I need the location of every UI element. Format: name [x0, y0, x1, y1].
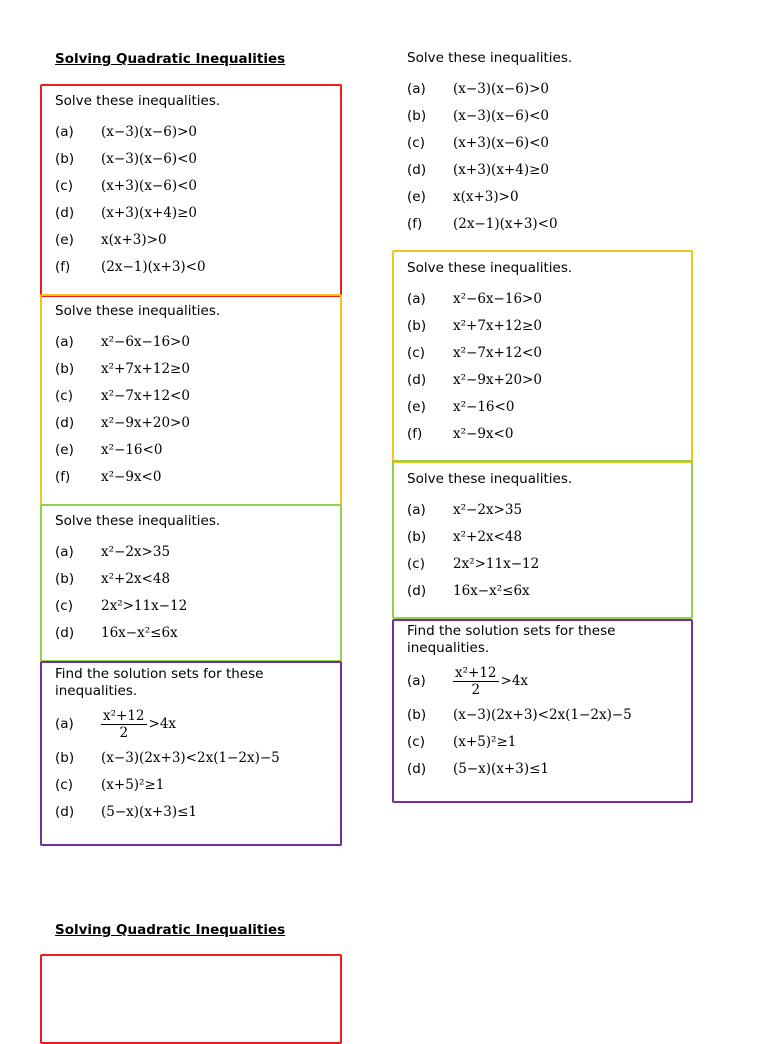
expression-rest: >4x [148, 715, 177, 732]
item-label: (f) [407, 425, 423, 442]
list-item [55, 744, 325, 771]
set3-heading: Solve these inequalities. [407, 471, 573, 487]
fraction [101, 708, 147, 741]
item-label: (d) [55, 624, 75, 641]
item-label: (a) [407, 290, 426, 307]
list-item [407, 102, 572, 129]
set3-heading: Solve these inequalities. [55, 513, 221, 529]
item-label: (e) [55, 231, 74, 248]
list-item [55, 355, 220, 382]
item-label: (c) [55, 597, 73, 614]
expression-rest: >4x [500, 672, 529, 689]
item-expression: x²−16<0 [101, 441, 163, 458]
item-label: (c) [407, 555, 425, 572]
list-item [407, 183, 572, 210]
set2-heading: Solve these inequalities. [407, 260, 573, 276]
list-item [55, 118, 220, 145]
item-label: (d) [407, 161, 427, 178]
list-item [407, 312, 572, 339]
item-expression: x(x+3)>0 [101, 231, 167, 248]
item-expression [453, 665, 528, 698]
item-label: (f) [55, 468, 71, 485]
item-expression: (x−3)(x−6)<0 [101, 150, 197, 167]
list-item [55, 328, 220, 355]
set4-left [55, 666, 325, 825]
list-item [407, 523, 572, 550]
item-expression: x²−9x+20>0 [453, 371, 542, 388]
set2-heading: Solve these inequalities. [55, 303, 221, 319]
fraction-numerator: x²+12 [455, 664, 497, 681]
item-expression: (x+3)(x−6)<0 [453, 134, 549, 151]
page-title-repeat: Solving Quadratic Inequalities [55, 922, 286, 938]
item-label: (c) [407, 134, 425, 151]
list-item [407, 156, 572, 183]
item-expression: (x+5)²≥1 [101, 776, 165, 793]
list-item [407, 393, 572, 420]
list-item [55, 145, 220, 172]
item-label: (c) [55, 387, 73, 404]
item-expression: (2x−1)(x+3)<0 [101, 258, 206, 275]
item-expression [101, 708, 176, 741]
item-expression: 2x²>11x−12 [453, 555, 540, 572]
set1-right [407, 50, 572, 237]
item-expression: x²−9x<0 [453, 425, 514, 442]
list-item [55, 172, 220, 199]
list-item [55, 619, 220, 646]
item-expression: x²+2x<48 [101, 570, 171, 587]
item-label: (a) [55, 333, 74, 350]
item-expression: 16x−x²≤6x [453, 582, 530, 599]
item-expression: (x−3)(2x+3)<2x(1−2x)−5 [453, 706, 632, 723]
set2-left [55, 303, 220, 490]
item-label: (d) [55, 803, 75, 820]
item-label: (c) [407, 733, 425, 750]
item-label: (e) [55, 441, 74, 458]
item-label: (b) [55, 570, 75, 587]
list-item [407, 661, 677, 701]
fraction-denominator: 2 [119, 724, 129, 741]
item-label: (d) [55, 414, 75, 431]
item-expression: (x+5)²≥1 [453, 733, 517, 750]
item-label: (b) [407, 706, 427, 723]
box-set1-bottom [40, 954, 342, 1044]
list-item [407, 285, 572, 312]
list-item [55, 704, 325, 744]
list-item [55, 436, 220, 463]
list-item [55, 538, 220, 565]
list-item [55, 771, 325, 798]
item-expression: (x+3)(x+4)≥0 [101, 204, 197, 221]
item-expression: x²−7x+12<0 [453, 344, 542, 361]
item-expression: (x−3)(2x+3)<2x(1−2x)−5 [101, 749, 280, 766]
item-expression: x²−7x+12<0 [101, 387, 190, 404]
item-label: (d) [55, 204, 75, 221]
item-expression: x²+2x<48 [453, 528, 523, 545]
item-label: (f) [407, 215, 423, 232]
item-label: (d) [407, 760, 427, 777]
list-item [407, 366, 572, 393]
list-item [55, 565, 220, 592]
item-expression: x²−6x−16>0 [101, 333, 190, 350]
list-item [55, 409, 220, 436]
item-label: (a) [407, 501, 426, 518]
list-item [55, 199, 220, 226]
list-item [55, 592, 220, 619]
set1-left [55, 93, 220, 280]
item-label: (c) [407, 344, 425, 361]
item-label: (b) [55, 150, 75, 167]
item-expression: (x−3)(x−6)>0 [101, 123, 197, 140]
page-title: Solving Quadratic Inequalities [55, 51, 286, 67]
item-expression: x²−2x>35 [453, 501, 523, 518]
list-item [407, 577, 572, 604]
list-item [55, 226, 220, 253]
item-label: (d) [407, 582, 427, 599]
item-expression: x²−9x+20>0 [101, 414, 190, 431]
set3-right [407, 471, 572, 604]
item-label: (c) [55, 177, 73, 194]
item-expression: (x+3)(x−6)<0 [101, 177, 197, 194]
item-label: (f) [55, 258, 71, 275]
item-expression: (2x−1)(x+3)<0 [453, 215, 558, 232]
item-expression: (5−x)(x+3)≤1 [453, 760, 549, 777]
set2-right [407, 260, 572, 447]
item-expression: x²−16<0 [453, 398, 515, 415]
list-item [407, 420, 572, 447]
fraction [453, 665, 499, 698]
item-label: (a) [55, 123, 74, 140]
item-expression: 2x²>11x−12 [101, 597, 188, 614]
set1-heading: Solve these inequalities. [407, 50, 573, 66]
item-label: (a) [55, 543, 74, 560]
item-label: (c) [55, 776, 73, 793]
item-label: (b) [55, 360, 75, 377]
item-expression: x²+7x+12≥0 [453, 317, 542, 334]
item-label: (b) [407, 107, 427, 124]
set3-left [55, 513, 220, 646]
item-label: (d) [407, 371, 427, 388]
list-item [407, 339, 572, 366]
item-expression: x²−2x>35 [101, 543, 171, 560]
item-expression: x²−6x−16>0 [453, 290, 542, 307]
item-label: (e) [407, 398, 426, 415]
item-expression: x²−9x<0 [101, 468, 162, 485]
list-item [55, 253, 220, 280]
item-expression: x(x+3)>0 [453, 188, 519, 205]
list-item [55, 463, 220, 490]
list-item [55, 382, 220, 409]
fraction-denominator: 2 [471, 681, 481, 698]
set4-heading: Find the solution sets for these inequalities. [407, 623, 616, 656]
item-label: (b) [407, 317, 427, 334]
item-expression: 16x−x²≤6x [101, 624, 178, 641]
item-label: (a) [407, 673, 426, 689]
fraction-numerator: x²+12 [103, 707, 145, 724]
list-item [407, 496, 572, 523]
item-expression: (x−3)(x−6)<0 [453, 107, 549, 124]
set4-right [407, 623, 677, 782]
set4-heading: Find the solution sets for these inequalities. [55, 666, 264, 699]
item-expression: (x+3)(x+4)≥0 [453, 161, 549, 178]
item-expression: (x−3)(x−6)>0 [453, 80, 549, 97]
list-item [407, 701, 677, 728]
item-label: (a) [55, 716, 74, 732]
list-item [407, 728, 677, 755]
item-label: (b) [407, 528, 427, 545]
list-item [55, 798, 325, 825]
item-label: (a) [407, 80, 426, 97]
list-item [407, 210, 572, 237]
list-item [407, 75, 572, 102]
item-label: (b) [55, 749, 75, 766]
list-item [407, 755, 677, 782]
set1-heading: Solve these inequalities. [55, 93, 221, 109]
item-label: (e) [407, 188, 426, 205]
item-expression: (5−x)(x+3)≤1 [101, 803, 197, 820]
item-expression: x²+7x+12≥0 [101, 360, 190, 377]
list-item [407, 550, 572, 577]
list-item [407, 129, 572, 156]
